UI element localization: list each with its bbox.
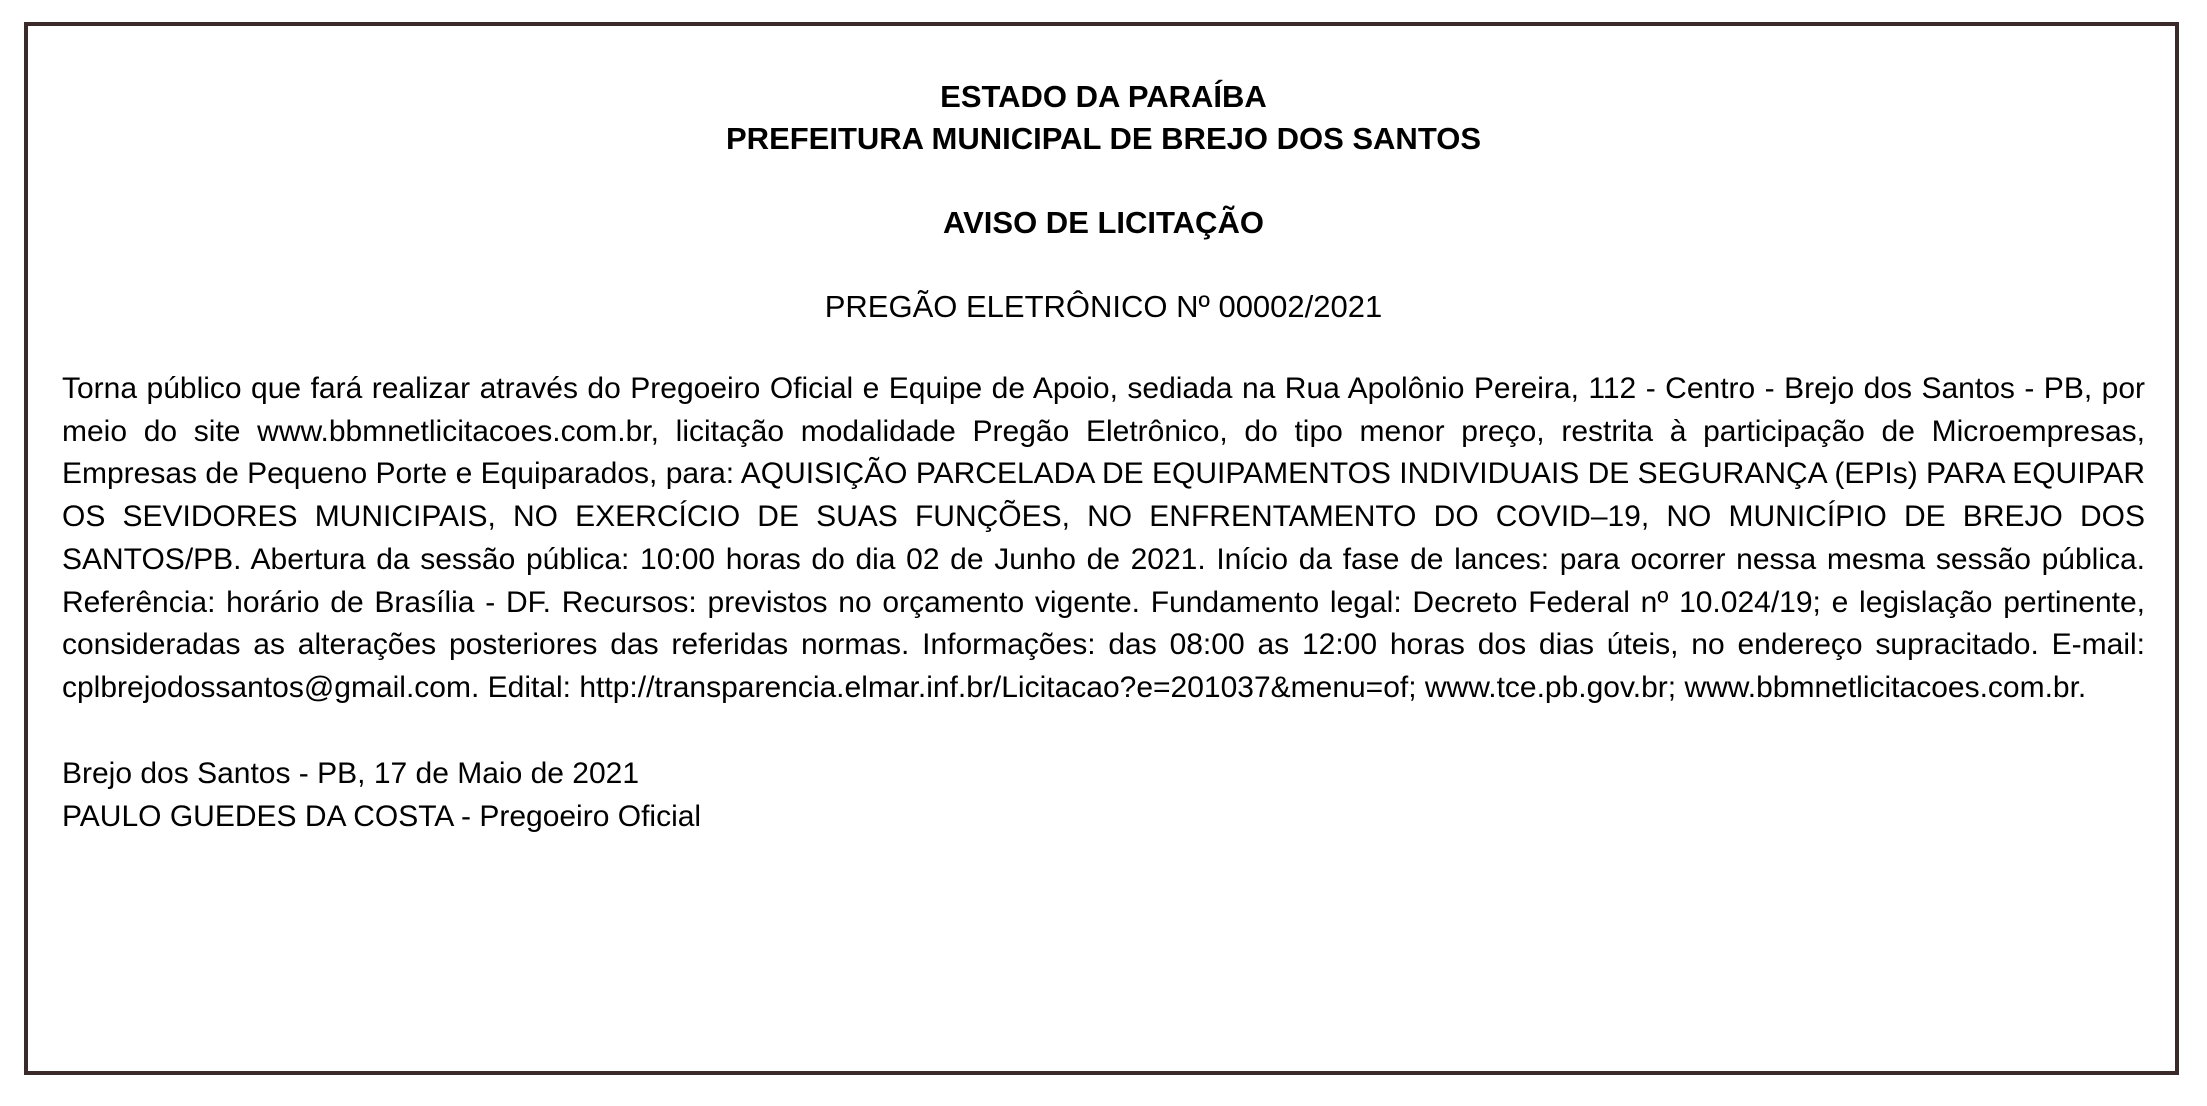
signer-name: PAULO GUEDES DA COSTA - Pregoeiro Oficial <box>62 799 702 833</box>
notice-frame <box>24 22 2179 1075</box>
notice-title: AVISO DE LICITAÇÃO <box>943 205 1264 240</box>
notice-content <box>62 76 2145 838</box>
notice-subtitle: PREGÃO ELETRÔNICO Nº 00002/2021 <box>824 289 1383 324</box>
place-date: Brejo dos Santos - PB, 17 de Maio de 2021 <box>62 756 640 790</box>
municipality-heading: PREFEITURA MUNICIPAL DE BREJO DOS SANTOS <box>726 121 1481 156</box>
signature-block <box>62 752 2145 838</box>
state-heading: ESTADO DA PARAÍBA <box>940 79 1267 114</box>
notice-body: Torna público que fará realizar através do Pregoeiro Oficial e Equipe de Apoio, sediada na Rua Apolônio Pereira, 112 - Centro - Brejo dos Santos - PB, por meio do site www.bbmnetlicitacoes.com.br, licitação modalidade Pregão Eletrônico, do tipo menor preço, restrita à participação de Microempresas, Empresas de Pequeno Porte e Equiparados, para: AQUISIÇÃO PARCELADA DE EQUIPAMENTOS INDIVIDUAIS DE SEGURANÇA (EPIs) PARA EQUIPAR OS SEVIDORES MUNICIPAIS, NO EXERCÍCIO DE SUAS FUNÇÕES, NO ENFRENTAMENTO DO COVID–19, NO MUNICÍPIO DE BREJO DOS SANTOS/PB. Abertura da sessão pública: 10:00 horas do dia 02 de Junho de 2021. Início da fase de lances: para ocorrer nessa mesma sessão pública. Referência: horário de Brasília - DF. Recursos: previstos no orçamento vigente. Fundamento legal: Decreto Federal nº 10.024/19; e legislação pertinente, consideradas as alterações posteriores das referidas normas. Informações: das 08:00 as 12:00 horas dos dias úteis, no endereço supracitado. E-mail: cplbrejodossantos@gmail.com. Edital: http://transparencia.elmar.inf.br/Licitacao?e=201037&menu=of; www.tce.pb.gov.br; www.bbmnetlicitacoes.com.br. <box>62 372 2145 704</box>
